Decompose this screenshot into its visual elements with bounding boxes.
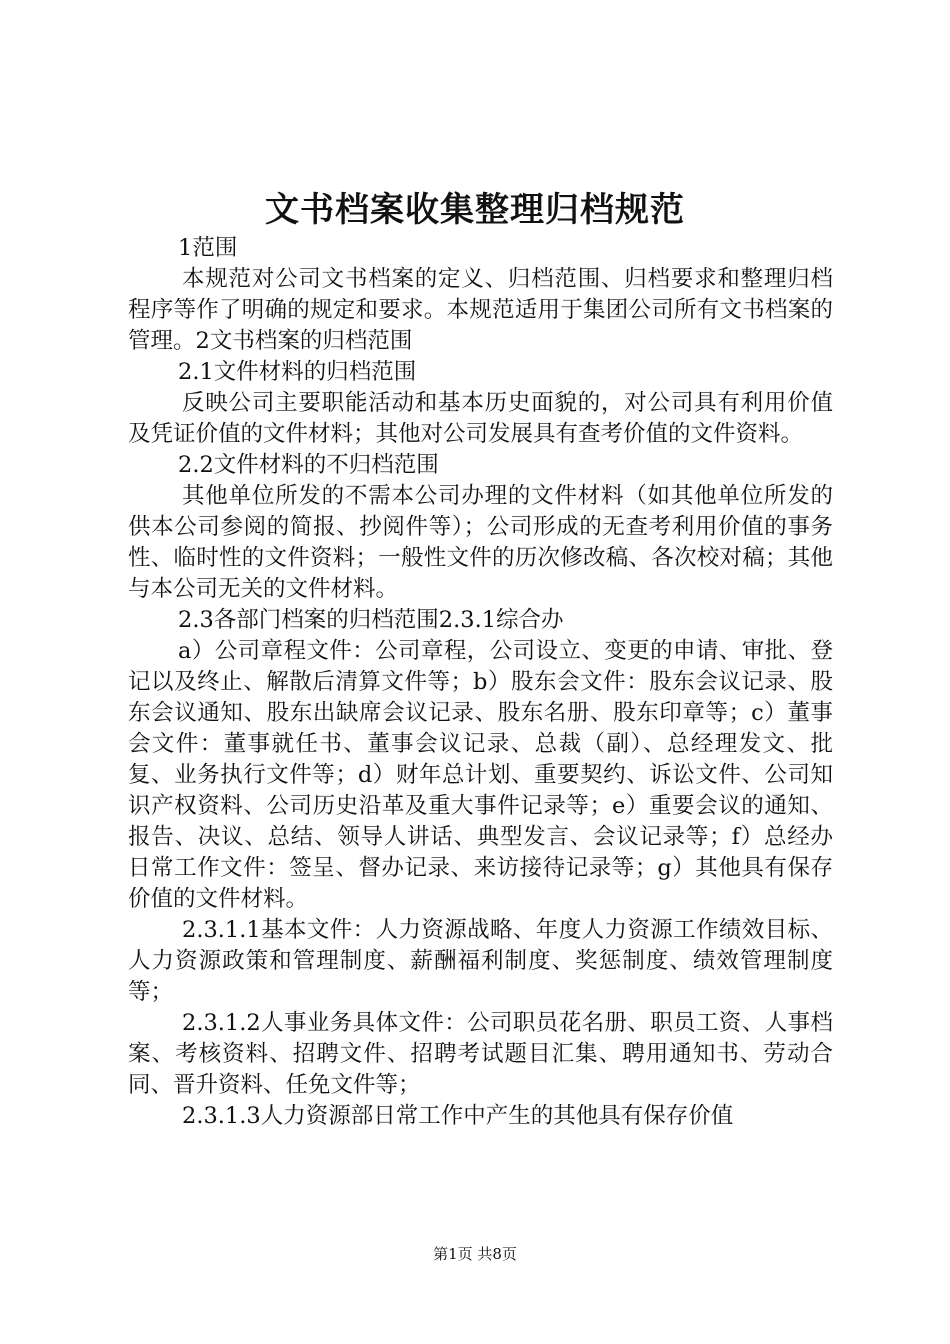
- page-number: 第1页 共8页: [433, 1245, 517, 1263]
- section-heading: 1范围: [178, 235, 238, 261]
- paragraph: 2.3.1.2人事业务具体文件：公司职员花名册、职员工资、人事档案、考核资料、招聘文件、招聘考试题目汇集、聘用通知书、劳动合同、晋升资料、任免文件等；: [128, 1010, 833, 1098]
- paragraph: 其他单位所发的不需本公司办理的文件材料（如其他单位所发的供本公司参阅的简报、抄阅件等）；公司形成的无查考利用价值的事务性、临时性的文件资料；一般性文件的历次修改稿、各次校对稿；其他与本公司无关的文件材料。: [128, 483, 833, 602]
- paragraph: 2.3.1.3人力资源部日常工作中产生的其他具有保存价值: [182, 1103, 734, 1129]
- section-heading: 2.3各部门档案的归档范围2.3.1综合办: [178, 607, 564, 633]
- document-title: 文书档案收集整理归档规范: [265, 190, 685, 230]
- paragraph: a）公司章程文件：公司章程，公司设立、变更的申请、审批、登记以及终止、解散后清算文件等；b）股东会文件：股东会议记录、股东会议通知、股东出缺席会议记录、股东名册、股东印章等；c）董事会文件：董事就任书、董事会议记录、总裁（副）、总经理发文、批复、业务执行文件等；d）财年总计划、重要契约、诉讼文件、公司知识产权资料、公司历史沿革及重大事件记录等；e）重要会议的通知、报告、决议、总结、领导人讲话、典型发言、会议记录等；f）总经办日常工作文件：签呈、督办记录、来访接待记录等；g）其他具有保存价值的文件材料。: [128, 638, 833, 912]
- paragraph: 反映公司主要职能活动和基本历史面貌的，对公司具有利用价值及凭证价值的文件材料；其他对公司发展具有查考价值的文件资料。: [128, 390, 833, 447]
- document-body: [128, 233, 833, 1132]
- section-heading: 2.1文件材料的归档范围: [178, 359, 417, 385]
- page-footer: [0, 1243, 950, 1264]
- paragraph: 本规范对公司文书档案的定义、归档范围、归档要求和整理归档程序等作了明确的规定和要求。本规范适用于集团公司所有文书档案的管理。2文书档案的归档范围: [128, 266, 833, 354]
- paragraph: 2.3.1.1基本文件：人力资源战略、年度人力资源工作绩效目标、人力资源政策和管理制度、薪酬福利制度、奖惩制度、绩效管理制度等；: [128, 917, 833, 1005]
- section-heading: 2.2文件材料的不归档范围: [178, 452, 439, 478]
